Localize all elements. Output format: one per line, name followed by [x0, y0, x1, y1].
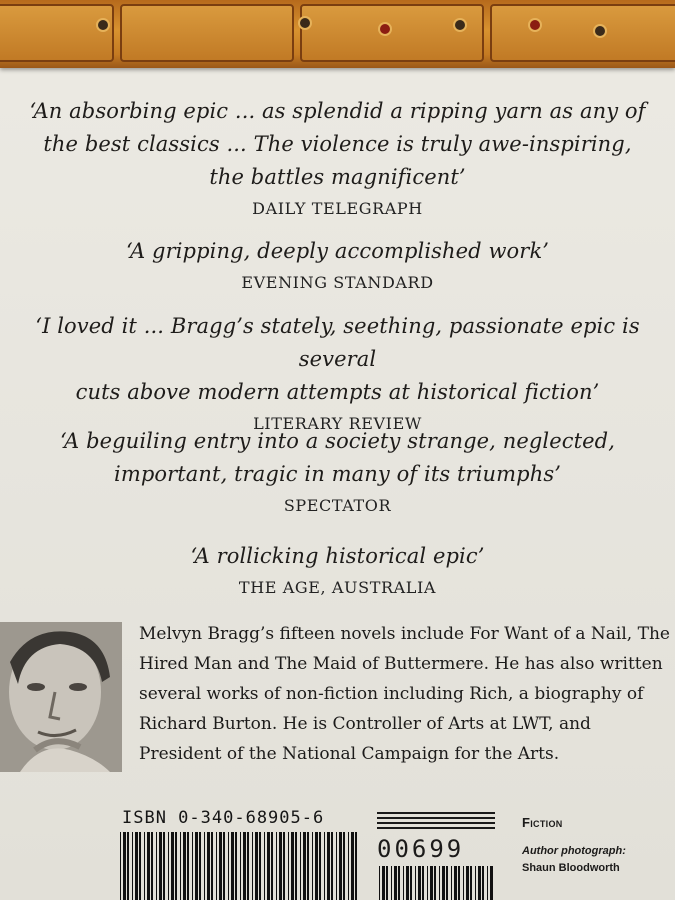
barcode-bar: [343, 832, 345, 900]
barcode-bar: [446, 866, 448, 900]
barcode-bar: [475, 866, 476, 900]
barcode-bar: [127, 832, 129, 900]
barcode-bar: [288, 832, 289, 900]
barcode-bar: [159, 832, 162, 900]
barcode-bar: [439, 866, 440, 900]
barcode-bar: [247, 832, 249, 900]
bio-line: President of the National Campaign for the Arts.: [139, 744, 560, 764]
barcode-bar: [355, 832, 357, 900]
band-panel: [300, 4, 484, 62]
review-source: DAILY TELEGRAPH: [252, 199, 423, 218]
review-source: SPECTATOR: [283, 496, 392, 515]
barcode-bar: [271, 832, 273, 900]
barcode-bar: [132, 832, 133, 900]
band-gem: [530, 20, 540, 30]
review-literary-review: [0, 310, 675, 436]
barcode-bar: [211, 832, 213, 900]
price-rule-lines: [377, 812, 495, 832]
barcode-bar: [156, 832, 157, 900]
barcode-bar: [386, 866, 388, 900]
band-panel: [0, 4, 114, 62]
review-quote-line: ‘I loved it ... Bragg’s stately, seething, passionate epic is several: [35, 314, 640, 371]
review-spectator: [0, 425, 675, 518]
category-label: Fiction: [522, 815, 563, 830]
barcode-bar: [348, 832, 349, 900]
barcode-bar: [276, 832, 277, 900]
barcode-bar: [327, 832, 330, 900]
band-gem: [380, 24, 390, 34]
review-daily-telegraph: [0, 95, 675, 221]
barcode-bar: [243, 832, 246, 900]
band-gem: [595, 26, 605, 36]
barcode-bar: [319, 832, 321, 900]
photo-credit-label: Author photograph:: [522, 845, 626, 857]
barcode-bar: [259, 832, 261, 900]
barcode-bar: [180, 832, 181, 900]
barcode-bar: [382, 866, 385, 900]
barcode-bar: [324, 832, 325, 900]
barcode-bar: [163, 832, 165, 900]
barcode-bar: [187, 832, 189, 900]
barcode-bar: [418, 866, 421, 900]
barcode-bar: [228, 832, 229, 900]
review-the-age: [0, 540, 675, 600]
photo-credit-name: Shaun Bloodworth: [522, 862, 620, 874]
review-quote-line: ‘An absorbing epic ... as splendid a ripping yarn as any of: [29, 99, 646, 123]
review-source: LITERARY REVIEW: [253, 414, 422, 433]
barcode-bar: [168, 832, 169, 900]
price-rule: [377, 822, 495, 824]
review-quote-line: the battles magnificent’: [209, 165, 466, 189]
barcode-bar: [192, 832, 193, 900]
bio-line: several works of non-fiction including Rich, a biography of: [139, 684, 644, 704]
barcode-bar: [478, 866, 481, 900]
barcode-bar: [454, 866, 457, 900]
barcode-bar: [151, 832, 153, 900]
barcode-bar: [139, 832, 141, 900]
price-rule: [377, 812, 495, 814]
barcode-bar: [291, 832, 294, 900]
band-gem: [300, 18, 310, 28]
barcode-bar: [216, 832, 217, 900]
barcode-bar: [427, 866, 428, 900]
barcode-bar: [307, 832, 309, 900]
barcode-bar: [398, 866, 400, 900]
barcode-bar: [199, 832, 201, 900]
bio-line: Richard Burton. He is Controller of Arts at LWT, and: [139, 714, 591, 734]
bio-line: Melvyn Bragg’s fifteen novels include For Want of a Nail, The: [139, 624, 670, 644]
barcode-bar: [391, 866, 392, 900]
band-gem: [98, 20, 108, 30]
barcode-bar: [219, 832, 222, 900]
barcode-bar: [466, 866, 469, 900]
barcode-bar: [300, 832, 301, 900]
barcode-bar: [482, 866, 484, 900]
barcode-bar: [451, 866, 452, 900]
barcode-bar: [458, 866, 460, 900]
isbn-barcode: [118, 832, 363, 900]
barcode-bar: [379, 866, 380, 900]
barcode-bar: [223, 832, 225, 900]
barcode-bar: [351, 832, 354, 900]
review-quote-line: the best classics ... The violence is truly awe-inspiring,: [43, 132, 632, 156]
review-quote-line: ‘A rollicking historical epic’: [190, 544, 485, 568]
barcode-bar: [207, 832, 210, 900]
band-panel: [490, 4, 675, 62]
barcode-bar: [434, 866, 436, 900]
barcode-bar: [331, 832, 333, 900]
review-source: EVENING STANDARD: [241, 273, 434, 292]
barcode-bar: [410, 866, 412, 900]
barcode-bar: [183, 832, 186, 900]
band-panel: [120, 4, 294, 62]
barcode-bar: [442, 866, 445, 900]
barcode-bar: [470, 866, 472, 900]
barcode-bar: [255, 832, 258, 900]
barcode-bar: [430, 866, 433, 900]
barcode-bar: [315, 832, 318, 900]
review-source: THE AGE, AUSTRALIA: [238, 578, 437, 597]
price-code: 00699: [377, 835, 465, 863]
barcode-bar: [120, 832, 121, 900]
barcode-bar: [312, 832, 313, 900]
barcode-bar: [406, 866, 409, 900]
price-rule: [377, 827, 495, 829]
barcode-bar: [403, 866, 404, 900]
barcode-bar: [283, 832, 285, 900]
barcode-bar: [267, 832, 270, 900]
barcode-bar: [336, 832, 337, 900]
review-quote-line: cuts above modern attempts at historical fiction’: [75, 380, 600, 404]
barcode-bar: [204, 832, 205, 900]
barcode-bar: [264, 832, 265, 900]
barcode-bar: [415, 866, 416, 900]
review-evening-standard: [0, 235, 675, 295]
barcode-bar: [463, 866, 464, 900]
band-gem: [455, 20, 465, 30]
barcode-bar: [171, 832, 174, 900]
bio-line: Hired Man and The Maid of Buttermere. He has also written: [139, 654, 663, 674]
barcode-bar: [135, 832, 138, 900]
barcode-bar: [487, 866, 488, 900]
barcode-bar: [147, 832, 150, 900]
author-bio: [139, 619, 675, 769]
price-rule: [377, 817, 495, 819]
barcode-bar: [240, 832, 241, 900]
barcode-bar: [175, 832, 177, 900]
review-quote-line: important, tragic in many of its triumphs’: [114, 462, 561, 486]
barcode-bar: [144, 832, 145, 900]
barcode-bar: [339, 832, 342, 900]
isbn-number: ISBN 0-340-68905-6: [122, 808, 325, 828]
review-quote-line: ‘A beguiling entry into a society strange, neglected,: [59, 429, 615, 453]
price-barcode: [377, 866, 495, 900]
barcode-bar: [123, 832, 126, 900]
barcode-bar: [490, 866, 493, 900]
barcode-bar: [195, 832, 198, 900]
barcode-bar: [231, 832, 234, 900]
barcode-bar: [279, 832, 282, 900]
barcode-bar: [235, 832, 237, 900]
barcode-bar: [252, 832, 253, 900]
barcode-bar: [394, 866, 397, 900]
barcode-bar: [303, 832, 306, 900]
author-photo: [0, 622, 122, 772]
barcode-bar: [295, 832, 297, 900]
ornate-cover-band: [0, 0, 675, 68]
barcode-bar: [422, 866, 424, 900]
review-quote-line: ‘A gripping, deeply accomplished work’: [125, 239, 550, 263]
